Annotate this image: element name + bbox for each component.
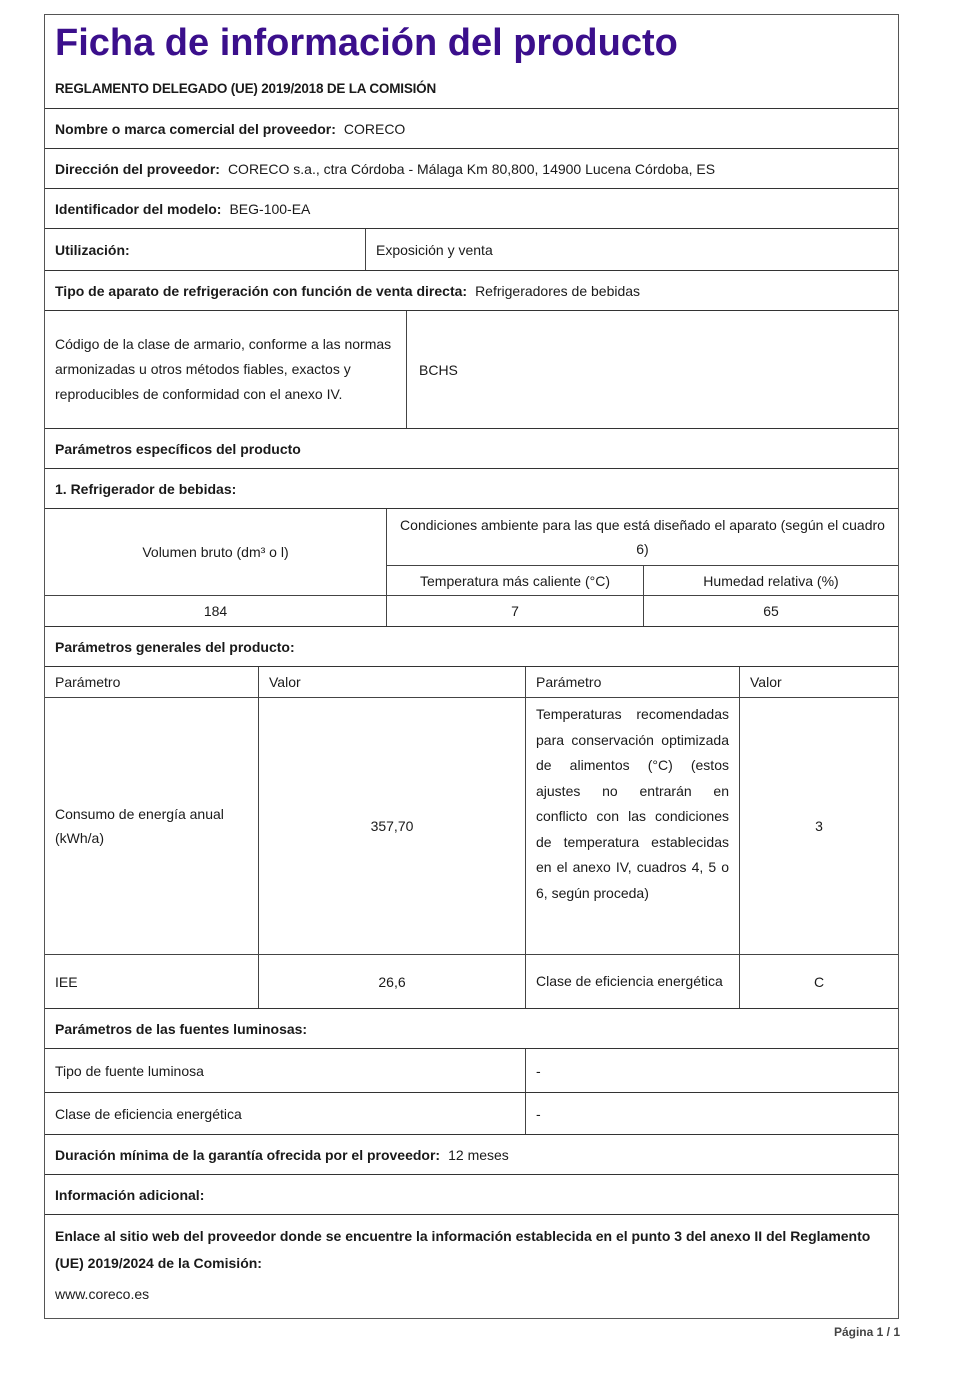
temperature-value: 7 <box>386 595 643 626</box>
appliance-type-row <box>45 270 898 310</box>
usage-value: Exposición y venta <box>365 229 898 270</box>
light-sources-heading-row <box>45 1008 898 1048</box>
supplier-name-value: CORECO <box>343 120 406 137</box>
supplier-website-row <box>45 1214 898 1318</box>
cabinet-class-row <box>45 310 898 428</box>
appliance-type-value: Refrigeradores de bebidas <box>475 282 641 299</box>
eei-label: IEE <box>45 954 258 1008</box>
volume-header: Volumen bruto (dm³ o l) <box>142 544 289 560</box>
model-identifier-value: BEG-100-EA <box>229 200 311 217</box>
supplier-name-row <box>45 108 898 148</box>
light-source-class-row <box>45 1092 898 1134</box>
col-header-param-2: Parámetro <box>525 667 739 697</box>
additional-info-heading: Información adicional: <box>55 1186 205 1203</box>
beverage-cooler-subheading-row <box>45 468 898 508</box>
eei-value: 26,6 <box>258 954 525 1008</box>
light-source-class-label: Clase de eficiencia energética <box>55 1105 242 1122</box>
col-header-param-1: Parámetro <box>55 674 121 690</box>
regulation-subtitle: REGLAMENTO DELEGADO (UE) 2019/2018 DE LA COMISIÓN <box>55 81 437 96</box>
supplier-website-intro: Enlace al sitio web del proveedor donde se encuentre la información establecida en el punto 3 del anexo II del Reglamento (UE) 2019/2024 de la Comisión: <box>55 1228 871 1271</box>
volume-value: 184 <box>45 595 386 626</box>
recommended-temperature-value: 3 <box>739 697 898 954</box>
specific-params-heading-row <box>45 428 898 468</box>
supplier-address-value: CORECO s.a., ctra Córdoba - Málaga Km 80,800, 14900 Lucena Córdoba, ES <box>227 160 716 177</box>
energy-consumption-label: Consumo de energía anual (kWh/a) <box>45 697 258 954</box>
header-row <box>45 15 898 108</box>
warranty-label: Duración mínima de la garantía ofrecida por el proveedor: <box>55 1146 441 1163</box>
ambient-conditions-table <box>45 508 898 626</box>
product-information-sheet <box>44 14 899 1319</box>
page-number: Página 1 / 1 <box>833 1325 900 1339</box>
specific-params-heading: Parámetros específicos del producto <box>55 440 301 457</box>
model-identifier-row <box>45 188 898 228</box>
light-source-class-value: - <box>525 1093 898 1134</box>
conditions-header: Condiciones ambiente para las que está diseñado el aparato (según el cuadro 6) <box>386 509 898 565</box>
supplier-name-label: Nombre o marca comercial del proveedor: <box>55 120 336 137</box>
light-source-type-value: - <box>525 1049 898 1092</box>
light-sources-heading: Parámetros de las fuentes luminosas: <box>55 1020 308 1037</box>
energy-class-value: C <box>739 954 898 1008</box>
usage-label: Utilización: <box>55 241 130 258</box>
energy-class-label: Clase de eficiencia energética <box>525 954 739 1008</box>
supplier-website-link[interactable]: www.coreco.es <box>55 1286 150 1302</box>
model-identifier-label: Identificador del modelo: <box>55 200 222 217</box>
usage-row <box>45 228 898 270</box>
humidity-value: 65 <box>643 595 898 626</box>
appliance-type-label: Tipo de aparato de refrigeración con función de venta directa: <box>55 282 468 299</box>
cabinet-class-label: Código de la clase de armario, conforme a las normas armonizadas u otros métodos fiables, exactos y reproducibles de conformidad con el anexo IV. <box>55 336 392 402</box>
light-source-type-row <box>45 1048 898 1092</box>
warranty-row <box>45 1134 898 1174</box>
general-params-heading-row <box>45 626 898 666</box>
supplier-address-row <box>45 148 898 188</box>
temperature-header: Temperatura más caliente (°C) <box>386 565 643 595</box>
beverage-cooler-subheading: 1. Refrigerador de bebidas: <box>55 480 237 497</box>
col-header-value-1: Valor <box>258 667 525 697</box>
additional-info-heading-row <box>45 1174 898 1214</box>
col-header-value-2: Valor <box>739 667 898 697</box>
light-source-type-label: Tipo de fuente luminosa <box>55 1062 204 1079</box>
warranty-value: 12 meses <box>448 1146 509 1163</box>
cabinet-class-value: BCHS <box>406 311 898 428</box>
page-title: Ficha de información del producto <box>55 22 678 64</box>
energy-consumption-value: 357,70 <box>258 697 525 954</box>
general-params-table <box>45 666 898 1008</box>
humidity-header: Humedad relativa (%) <box>643 565 898 595</box>
recommended-temperature-label: Temperaturas recomendadas para conservación optimizada de alimentos (°C) (estos ajustes no entrarán en conflicto con las condiciones de temperatura establecidas en el anexo IV, cuadros 4, 5 o 6, según proceda) <box>525 697 739 954</box>
supplier-address-label: Dirección del proveedor: <box>55 160 220 177</box>
general-params-heading: Parámetros generales del producto: <box>55 638 295 655</box>
